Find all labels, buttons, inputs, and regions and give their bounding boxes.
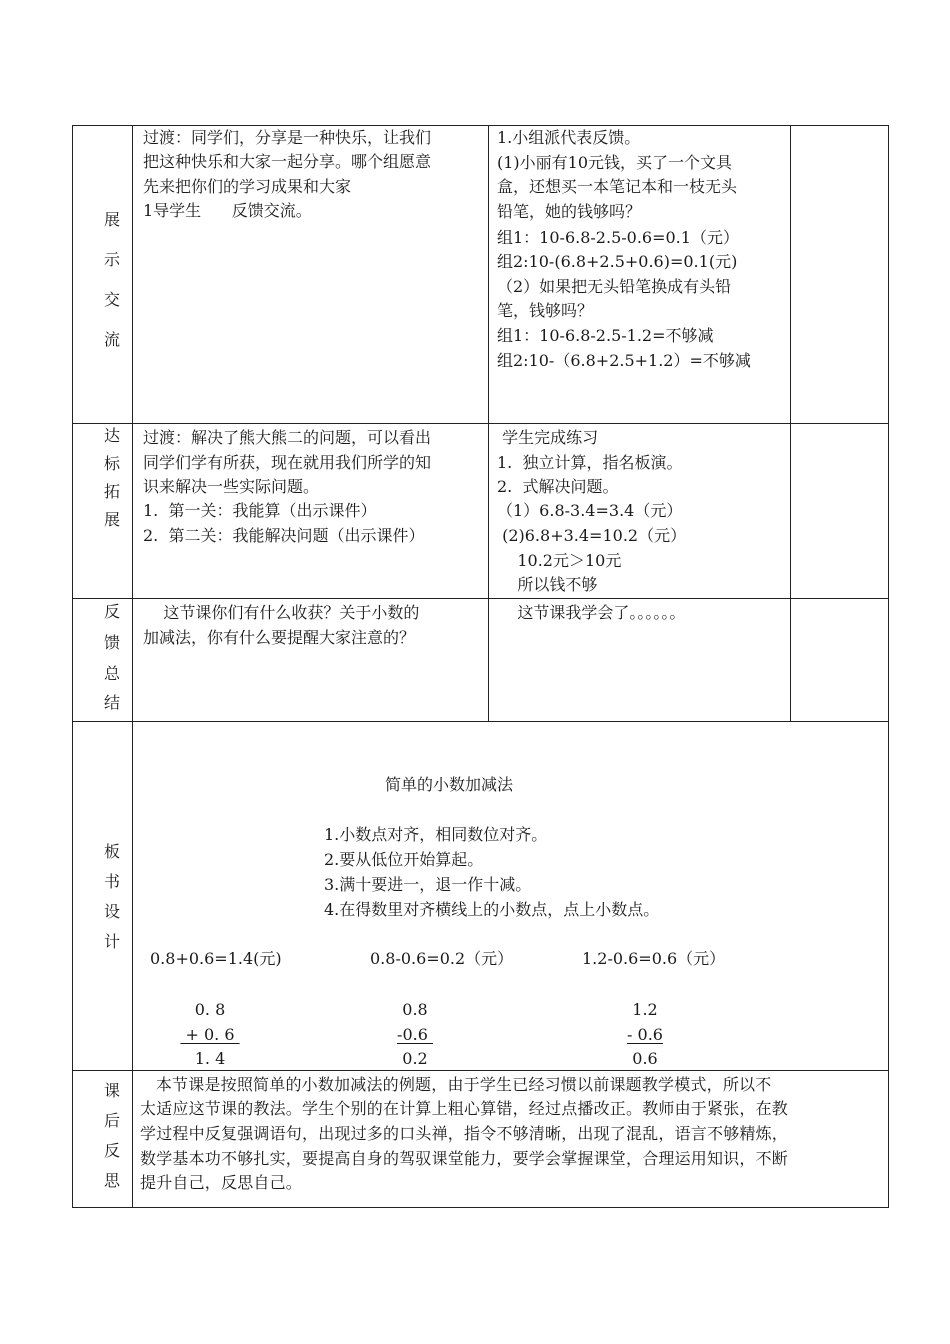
student-text-line: 所以钱不够 [497, 575, 598, 594]
board-title: 简单的小数加减法 [385, 775, 514, 794]
student-text-line: 10.2元＞10元 [497, 551, 622, 570]
student-text-line: 这节课我学会了。。。。。。 [497, 603, 686, 622]
student-text-line: (2)6.8+3.4=10.2（元） [497, 526, 687, 545]
student-text-line: 学生完成练习 [497, 428, 599, 447]
teacher-text-line: 识来解决一些实际问题。 [143, 477, 320, 496]
reflection-line: 本节课是按照简单的小数加减法的例题，由于学生已经习惯以前课题教学模式，所以不 [140, 1075, 772, 1094]
teacher-text-line: 1. 第一关：我能算（出示课件） [143, 501, 377, 520]
board-equation: 0.8-0.6=0.2（元） [370, 949, 514, 968]
vertical-calc-operand: - 0.6 [627, 1025, 663, 1044]
row-label-char: 板 [103, 842, 120, 861]
student-text-line: （1）6.8-3.4=3.4（元） [497, 501, 683, 520]
row-label-char: 计 [103, 932, 120, 951]
vertical-calc-result: 0.2 [402, 1049, 428, 1068]
teacher-student-divider [488, 125, 489, 721]
teacher-text-line: 这节课你们有什么收获？关于小数的 [143, 603, 420, 622]
student-text-line: 1.小组派代表反馈。 [497, 128, 641, 147]
teacher-text-line: 把这种快乐和大家一起分享。哪个组愿意 [143, 152, 432, 171]
table-border-right [888, 125, 889, 1207]
label-column-divider [132, 125, 133, 1207]
vertical-calc-result: 1. 4 [194, 1049, 226, 1068]
row-label-char: 馈 [103, 633, 120, 652]
teacher-text-line: 过渡：同学们，分享是一种快乐，让我们 [143, 128, 432, 147]
row-label-char: 反 [103, 602, 120, 621]
row-divider [72, 721, 889, 722]
board-rule: 1.小数点对齐，相同数位对齐。 [324, 825, 548, 844]
vertical-calc-top: 1.2 [632, 1000, 658, 1019]
row-label-char: 课 [103, 1081, 120, 1100]
teacher-text-line: 过渡：解决了熊大熊二的问题，可以看出 [143, 428, 432, 447]
row-label-char: 总 [103, 664, 120, 683]
row-label-char: 交 [103, 290, 120, 309]
student-text-line: 组2:10-（6.8+2.5+1.2）=不够减 [497, 351, 751, 370]
table-border-left [72, 125, 73, 1207]
student-text-line: 1. 独立计算，指名板演。 [497, 453, 683, 472]
student-text-line: 组1：10-6.8-2.5-0.6=0.1（元） [497, 228, 739, 247]
row-label-char: 思 [103, 1171, 120, 1190]
vertical-calc-result: 0.6 [632, 1049, 658, 1068]
student-text-line: 2. 式解决问题。 [497, 477, 619, 496]
row-divider [72, 598, 889, 599]
row-label-char: 流 [103, 330, 120, 349]
student-text-line: 铅笔，她的钱够吗？ [497, 202, 642, 221]
row-label-char: 书 [103, 872, 120, 891]
row-label-char: 达 [103, 426, 120, 445]
vertical-calc-top: 0.8 [402, 1000, 428, 1019]
vertical-calc-top: 0. 8 [194, 1000, 226, 1019]
row-label-char: 拓 [103, 482, 120, 501]
reflection-line: 学过程中反复强调语句，出现过多的口头禅，指令不够清晰，出现了混乱，语言不够精炼， [140, 1124, 789, 1143]
student-text-line: 组1：10-6.8-2.5-1.2=不够减 [497, 326, 714, 345]
teacher-text-line: 2. 第二关：我能解决问题（出示课件） [143, 526, 425, 545]
board-equation: 0.8+0.6=1.4(元) [150, 949, 282, 968]
board-rule: 2.要从低位开始算起。 [324, 850, 484, 869]
row-label-char: 反 [103, 1141, 120, 1160]
board-rule: 3.满十要进一，退一作十减。 [324, 875, 532, 894]
teacher-text-line: 1导学生 反馈交流。 [143, 201, 312, 220]
teacher-text-line: 先来把你们的学习成果和大家 [143, 177, 352, 196]
row-label-char: 标 [103, 454, 120, 473]
student-text-line: 盒，还想买一本笔记本和一枝无头 [497, 177, 738, 196]
row-label-char: 展 [103, 510, 120, 529]
board-rule: 4.在得数里对齐横线上的小数点，点上小数点。 [324, 900, 660, 919]
reflection-line: 太适应这节课的教法。学生个别的在计算上粗心算错，经过点播改正。教师由于紧张，在教 [140, 1099, 789, 1118]
row-label-char: 示 [103, 250, 120, 269]
row-label-char: 后 [103, 1111, 120, 1130]
student-text-line: 笔，钱够吗？ [497, 301, 594, 320]
row-label-char: 设 [103, 902, 120, 921]
table-border-bottom [72, 1207, 889, 1208]
student-text-line: (1)小丽有10元钱，买了一个文具 [497, 153, 733, 172]
notes-column-divider [790, 125, 791, 721]
teacher-text-line: 同学们学有所获，现在就用我们所学的知 [143, 453, 432, 472]
row-label-char: 展 [103, 210, 120, 229]
row-label-char: 结 [103, 693, 120, 712]
vertical-calc-operand: -0.6 [397, 1025, 433, 1044]
vertical-calc-operand: + 0. 6 [180, 1025, 240, 1044]
reflection-line: 提升自己，反思自己。 [140, 1173, 303, 1192]
reflection-line: 数学基本功不够扎实，要提高自身的驾驭课堂能力，要学会掌握课堂，合理运用知识，不断 [140, 1149, 789, 1168]
teacher-text-line: 加减法，你有什么要提醒大家注意的？ [143, 628, 416, 647]
student-text-line: （2）如果把无头铅笔换成有头铅 [497, 277, 732, 296]
student-text-line: 组2:10-(6.8+2.5+0.6)=0.1(元) [497, 252, 738, 271]
row-divider [72, 423, 889, 424]
board-equation: 1.2-0.6=0.6（元） [582, 949, 726, 968]
